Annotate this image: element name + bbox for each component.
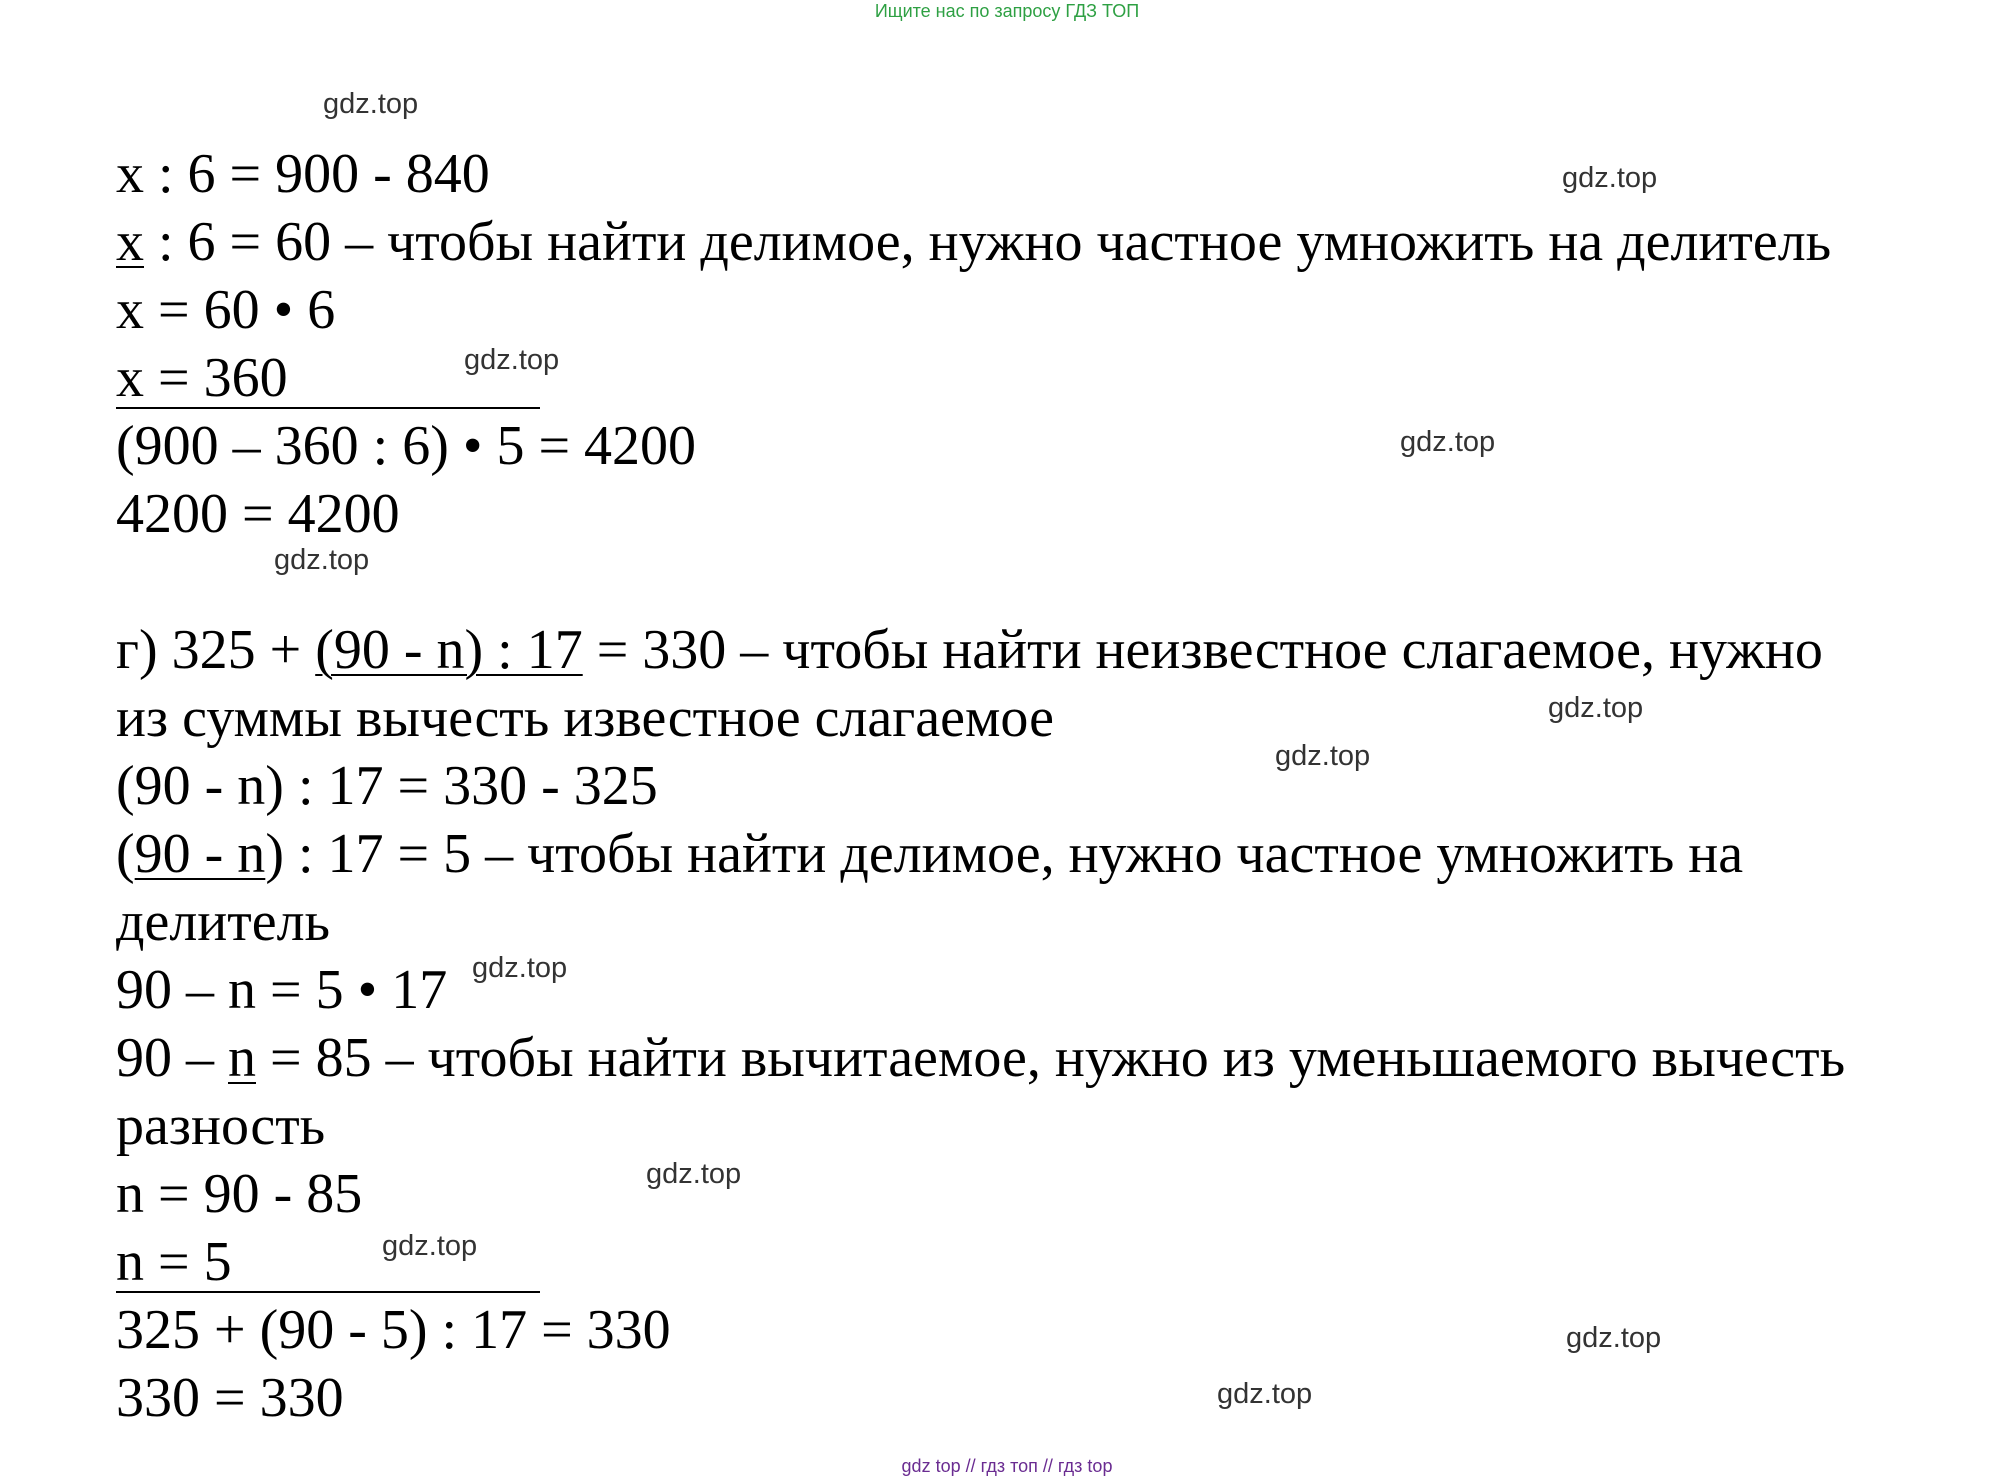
equation-line: x = 60 • 6 (116, 279, 336, 341)
problem-text: г) 325 + (116, 619, 316, 681)
explanation-text: = 85 – чтобы найти вычитаемое, нужно из уменьшаемого вычесть (256, 1027, 1846, 1089)
watermark: gdz.top (323, 88, 419, 120)
explanation-line: разность (116, 1095, 326, 1157)
header-search-link[interactable]: Ищите нас по запросу ГДЗ ТОП (874, 1, 1140, 21)
underlined-expression: 90 - n (134, 823, 266, 885)
check-line: 325 + (90 - 5) : 17 = 330 (116, 1299, 671, 1361)
divider-rule (116, 407, 540, 409)
problem-line (116, 616, 1823, 684)
explanation-line: из суммы вычесть известное слагаемое (116, 687, 1054, 749)
underlined-variable: x (116, 211, 144, 273)
watermark: gdz.top (1548, 692, 1644, 724)
check-line: (900 – 360 : 6) • 5 = 4200 (116, 415, 697, 477)
equation-text: 90 – (116, 1027, 228, 1089)
explanation-text: = 330 – чтобы найти неизвестное слагаемое, нужно (582, 619, 1823, 681)
check-line: 330 = 330 (116, 1367, 344, 1429)
paren-text: ( (116, 823, 135, 885)
equation-line: 90 – n = 5 • 17 (116, 959, 448, 1021)
equation-line: (90 - n) : 17 = 330 - 325 (116, 755, 658, 817)
equation-line: x = 360 (116, 347, 288, 409)
check-line: 4200 = 4200 (116, 483, 400, 545)
explanation-text: ) : 17 = 5 – чтобы найти делимое, нужно частное умножить на (265, 823, 1744, 885)
explanation-line (116, 1024, 1845, 1092)
footer-links[interactable]: gdz top // гдз топ // гдз top (901, 1456, 1113, 1476)
watermark: gdz.top (464, 344, 560, 376)
equation-line: n = 5 (116, 1231, 232, 1293)
explanation-line (116, 820, 1743, 888)
watermark: gdz.top (646, 1158, 742, 1190)
watermark: gdz.top (382, 1230, 478, 1262)
divider-rule (116, 1291, 540, 1293)
underlined-variable: n (228, 1027, 256, 1089)
underlined-expression: (90 - n) : 17 (315, 619, 583, 681)
explanation-text: : 6 = 60 – чтобы найти делимое, нужно частное умножить на делитель (144, 211, 1832, 273)
explanation-line: делитель (116, 891, 331, 953)
watermark: gdz.top (1566, 1322, 1662, 1354)
watermark: gdz.top (1400, 426, 1496, 458)
equation-line: n = 90 - 85 (116, 1163, 363, 1225)
watermark: gdz.top (1217, 1378, 1313, 1410)
watermark: gdz.top (472, 952, 568, 984)
watermark: gdz.top (274, 544, 370, 576)
explanation-line (116, 208, 1831, 276)
watermark: gdz.top (1275, 740, 1371, 772)
equation-line: x : 6 = 900 - 840 (116, 143, 490, 205)
watermark: gdz.top (1562, 162, 1658, 194)
